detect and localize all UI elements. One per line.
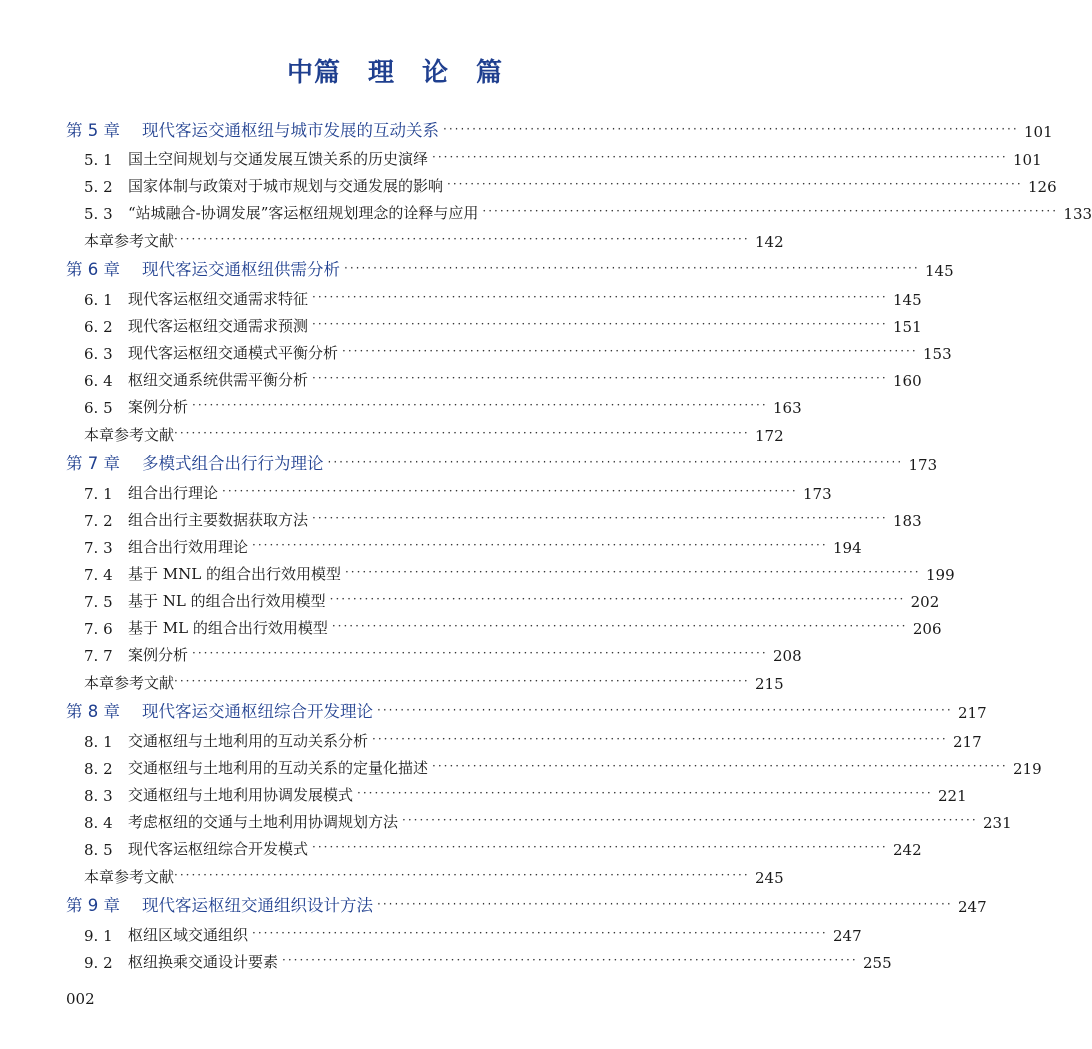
toc-entry-number: 6. 2 [84,318,113,336]
toc-references-entry[interactable] [84,225,784,251]
toc-entry-page: 245 [755,869,784,887]
toc-dot-leader: ··································································································· [402,813,978,827]
toc-dot-leader: ··································································································· [447,177,1023,191]
toc-entry-page: 101 [1013,151,1042,169]
toc-section-entry[interactable] [84,725,982,751]
toc-chapter-entry[interactable] [66,448,938,474]
toc-dot-leader: ··································································································· [432,150,1008,164]
toc-entry-title: 现代客运枢纽交通需求预测 [128,317,309,335]
toc-entry-title: 基于 NL 的组合出行效用模型 [128,592,326,610]
toc-section-entry[interactable] [84,143,1042,169]
toc-entry-title: 组合出行主要数据获取方法 [128,511,309,529]
toc-entry-title: 组合出行效用理论 [128,538,249,556]
toc-entry-title: 现代客运交通枢纽供需分析 [142,260,340,279]
toc-entry-number: 8. 4 [84,814,113,832]
toc-dot-leader: ··································································································· [174,232,750,246]
toc-entry-number: 9. 2 [84,954,113,972]
toc-entry-number: 6. 5 [84,399,113,417]
toc-entry-page: 247 [958,898,987,916]
toc-dot-leader: ··································································································· [222,484,798,498]
toc-entry-number: 第 7 章 [66,454,120,473]
toc-entry-page: 231 [983,814,1012,832]
toc-dot-leader: ··································································································· [377,703,953,717]
toc-dot-leader: ··································································································· [174,868,750,882]
toc-dot-leader: ··································································································· [377,897,953,911]
toc-entry-page: 133 [1063,205,1092,223]
toc-dot-leader: ··································································································· [192,398,768,412]
toc-entry-title: 国土空间规划与交通发展互馈关系的历史演绎 [128,150,429,168]
toc-entry-title: 现代客运交通枢纽与城市发展的互动关系 [142,121,439,140]
toc-entry-page: 202 [910,593,940,611]
toc-section-entry[interactable] [84,806,1012,832]
toc-entry-page: 151 [893,318,922,336]
toc-entry-number: 6. 4 [84,372,113,390]
toc-entry-page: 101 [1024,123,1053,141]
toc-dot-leader: ··································································································· [174,674,750,688]
toc-entry-title: 本章参考文献 [84,426,175,444]
toc-dot-leader: ··································································································· [357,786,933,800]
toc-entry-page: 142 [755,233,784,251]
toc-entry-page: 145 [925,262,954,280]
toc-entry-title: 现代客运枢纽综合开发模式 [128,840,309,858]
toc-section-entry[interactable] [84,391,802,417]
toc-entry-number: 5. 1 [84,151,113,169]
toc-entry-page: 255 [863,954,892,972]
toc-section-entry[interactable] [84,170,1057,196]
toc-dot-leader: ··································································································· [252,926,828,940]
toc-entry-number: 6. 1 [84,291,113,309]
toc-entry-title: 本章参考文献 [84,232,175,250]
toc-entry-number: 7. 7 [84,647,113,665]
toc-section-entry[interactable] [84,585,940,611]
toc-section-entry[interactable] [84,504,922,530]
toc-entry-page: 221 [938,787,967,805]
toc-dot-leader: ··································································································· [344,565,921,579]
toc-entry-title: 案例分析 [128,398,189,416]
toc-entry-page: 126 [1028,178,1057,196]
toc-dot-leader: ··································································································· [282,953,858,967]
toc-entry-title: 案例分析 [128,646,189,664]
toc-entry-page: 215 [755,675,784,693]
toc-entry-page: 206 [912,620,942,638]
toc-entry-title: 基于 MNL 的组合出行效用模型 [128,565,341,583]
toc-entry-page: 247 [833,927,862,945]
toc-entry-page: 217 [953,733,982,751]
toc-entry-number: 8. 3 [84,787,113,805]
toc-dot-leader: ··································································································· [482,204,1059,218]
toc-section-entry[interactable] [84,919,862,945]
toc-entry-title: 枢纽区域交通组织 [128,926,249,944]
toc-entry-number: 7. 4 [84,566,113,584]
toc-entry-number: 第 9 章 [66,896,120,915]
toc-dot-leader: ··································································································· [344,261,920,275]
toc-section-entry[interactable] [84,477,832,503]
toc-section-entry[interactable] [84,946,892,972]
toc-entry-title: 现代客运交通枢纽综合开发理论 [142,702,373,721]
part-title: 中篇 理 论 篇 [286,58,503,88]
toc-dot-leader: ··································································································· [342,344,918,358]
toc-entry-number: 第 5 章 [66,121,120,140]
toc-entry-page: 183 [893,512,922,530]
toc-entry-title: 现代客运枢纽交通组织设计方法 [142,896,373,915]
toc-entry-number: 7. 6 [84,620,113,638]
toc-entry-number: 第 8 章 [66,702,120,721]
toc-section-entry[interactable] [84,779,967,805]
toc-entry-title: 本章参考文献 [84,674,175,692]
toc-entry-page: 163 [773,399,802,417]
toc-entry-title: 交通枢纽与土地利用的互动关系的定量化描述 [128,759,429,777]
toc-dot-leader: ··································································································· [174,426,750,440]
toc-entry-page: 199 [925,566,955,584]
toc-entry-title: 本章参考文献 [84,868,175,886]
toc-section-entry[interactable] [84,283,922,309]
toc-dot-leader: ··································································································· [312,511,888,525]
toc-section-entry[interactable] [84,531,862,557]
toc-entry-page: 172 [755,427,784,445]
toc-entry-number: 5. 3 [84,205,113,223]
toc-entry-title: “站城融合-协调发展”客运枢纽规划理念的诠释与应用 [128,204,479,222]
toc-section-entry[interactable] [84,364,922,390]
page-number: 002 [66,990,95,1008]
toc-entry-page: 153 [923,345,952,363]
toc-entry-title: 枢纽交通系统供需平衡分析 [128,371,309,389]
toc-chapter-entry[interactable] [66,890,987,916]
toc-chapter-entry[interactable] [66,115,1053,141]
toc-section-entry[interactable] [84,612,942,638]
toc-entry-number: 5. 2 [84,178,113,196]
toc-entry-title: 交通枢纽与土地利用的互动关系分析 [128,732,369,750]
toc-entry-title: 考虑枢纽的交通与土地利用协调规划方法 [128,813,399,831]
toc-section-entry[interactable] [84,752,1042,778]
toc-entry-page: 219 [1013,760,1042,778]
toc-entry-title: 枢纽换乘交通设计要素 [128,953,279,971]
toc-dot-leader: ··································································································· [331,619,908,633]
toc-references-entry[interactable] [84,861,784,887]
toc-entry-title: 现代客运枢纽交通需求特征 [128,290,309,308]
toc-section-entry[interactable] [84,833,922,859]
toc-entry-number: 6. 3 [84,345,113,363]
toc-section-entry[interactable] [84,197,1092,223]
toc-dot-leader: ··································································································· [192,646,768,660]
toc-entry-number: 9. 1 [84,927,113,945]
toc-dot-leader: ··································································································· [312,371,888,385]
toc-section-entry[interactable] [84,558,955,584]
toc-entry-page: 242 [893,841,922,859]
toc-entry-page: 160 [893,372,922,390]
toc-entry-title: 组合出行理论 [128,484,219,502]
toc-dot-leader: ··································································································· [327,455,904,469]
toc-section-entry[interactable] [84,337,952,363]
toc-entry-page: 217 [958,704,987,722]
toc-entry-number: 7. 1 [84,485,113,503]
toc-entry-number: 第 6 章 [66,260,120,279]
toc-entry-number: 8. 2 [84,760,113,778]
toc-dot-leader: ··································································································· [432,759,1008,773]
toc-entry-page: 208 [773,647,802,665]
toc-entry-number: 8. 1 [84,733,113,751]
toc-entry-page: 173 [803,485,832,503]
toc-dot-leader: ··································································································· [312,840,888,854]
toc-entry-title: 多模式组合出行行为理论 [142,454,324,473]
toc-dot-leader: ··································································································· [252,538,828,552]
toc-section-entry[interactable] [84,639,802,665]
toc-section-entry[interactable] [84,310,922,336]
toc-entry-number: 8. 5 [84,841,113,859]
toc-entry-page: 145 [893,291,922,309]
toc-dot-leader: ··································································································· [372,732,948,746]
toc-entry-title: 基于 ML 的组合出行效用模型 [128,619,328,637]
toc-entry-title: 国家体制与政策对于城市规划与交通发展的影响 [128,177,444,195]
toc-dot-leader: ··································································································· [329,592,906,606]
toc-entry-title: 交通枢纽与土地利用协调发展模式 [128,786,354,804]
toc-entry-number: 7. 5 [84,593,113,611]
toc-chapter-entry[interactable] [66,254,954,280]
toc-references-entry[interactable] [84,667,784,693]
toc-entry-number: 7. 3 [84,539,113,557]
toc-entry-title: 现代客运枢纽交通模式平衡分析 [128,344,339,362]
toc-dot-leader: ··································································································· [443,122,1019,136]
toc-chapter-entry[interactable] [66,696,987,722]
toc-entry-number: 7. 2 [84,512,113,530]
toc-dot-leader: ··································································································· [312,290,888,304]
toc-entry-page: 194 [833,539,862,557]
toc-dot-leader: ··································································································· [312,317,888,331]
toc-references-entry[interactable] [84,419,784,445]
toc-entry-page: 173 [908,456,938,474]
